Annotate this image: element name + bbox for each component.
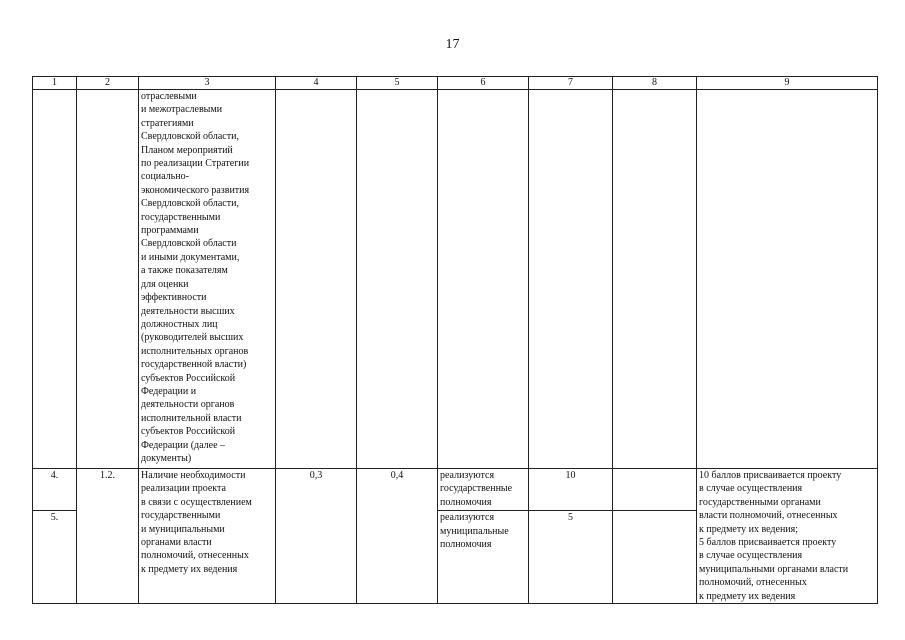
header-cell: 1 [33,77,77,90]
criteria-table [32,76,878,604]
cell-empty [613,90,697,469]
header-cell: 7 [529,77,613,90]
cell-col6: реализуются муниципальные полномочия [438,511,529,604]
cell-col6: реализуются государственные полномочия [438,469,529,511]
table-row-continuation [33,90,878,469]
cell-scoring-rule: 10 баллов присваивается проекту в случае осуществления государственными органами власти полномочий, отнесенных к предмету их ведения; 5 баллов присваивается проекту в случае осуществления муниципальными органами власти полномочий, отнесенных к предмету их ведения [697,469,878,604]
cell-empty [276,90,357,469]
cell-empty [33,90,77,469]
cell-score: 5 [529,511,613,604]
header-cell: 3 [139,77,276,90]
cell-row-number: 5. [33,511,77,604]
cell-row-number: 4. [33,469,77,511]
cell-col8 [613,511,697,604]
header-cell: 8 [613,77,697,90]
table-header-row [33,77,878,90]
page-number: 17 [445,37,460,52]
header-cell: 5 [357,77,438,90]
cell-col5: 0,4 [357,469,438,604]
table-row-4 [33,469,878,511]
header-cell: 2 [77,77,139,90]
cell-score: 10 [529,469,613,511]
cell-empty [438,90,529,469]
cell-col8 [613,469,697,511]
cell-empty [77,90,139,469]
cell-col4: 0,3 [276,469,357,604]
cell-empty [357,90,438,469]
cell-empty [697,90,878,469]
header-cell: 9 [697,77,878,90]
header-cell: 6 [438,77,529,90]
cell-code: 1.2. [77,469,139,604]
header-cell: 4 [276,77,357,90]
cell-empty [529,90,613,469]
cell-criterion: Наличие необходимости реализации проекта в связи с осуществлением государственными и муниципальными органами власти полномочий, отнесенных к предмету их ведения [139,469,276,604]
cell-criterion-continuation: отраслевыми и межотраслевыми стратегиями Свердловской области, Планом мероприятий по реализации Стратегии социально- экономического развития Свердловской области, государственными программами Свердловской области и иными документами, а также показателям для оценки эффективности деятельности высших должностных лиц (руководителей высших исполнительных органов государственной власти) субъектов Российской Федерации и деятельности органов исполнительной власти субъектов Российской Федерации (далее – документы) [139,90,276,469]
